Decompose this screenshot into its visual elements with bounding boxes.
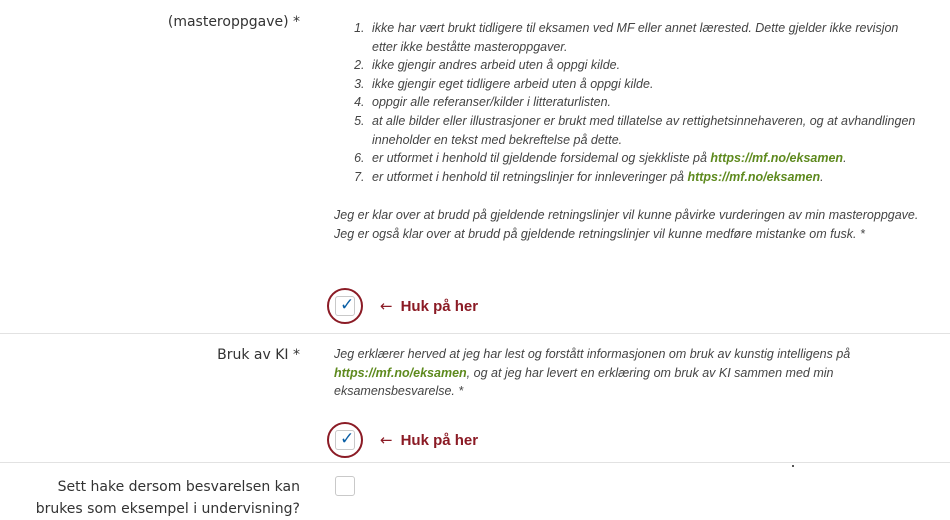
divider	[0, 333, 950, 334]
ai-text: Jeg erklærer herved at jeg har lest og forstått informasjonen om bruk av kunstig intelligens på	[334, 347, 851, 361]
declaration-section	[334, 19, 924, 244]
list-item	[368, 149, 924, 168]
teaching-example-label-line: Sett hake dersom besvarelsen kan	[57, 479, 300, 495]
list-item: 5. at alle bilder eller illustrasjoner er brukt med tillatelse av rettighetsinnehaveren, og at avhandlingen inneholder en tekst med bekreftelse på dette.	[368, 112, 924, 149]
checkmark-icon: ✓	[340, 295, 355, 315]
checkmark-icon: ✓	[340, 429, 355, 449]
ai-declaration-section	[334, 345, 924, 401]
left-arrow-icon: ←	[380, 431, 393, 449]
teaching-example-label	[36, 476, 300, 520]
teaching-example-label-line: brukes som eksempel i undervisning?	[35, 501, 300, 517]
item-text: .	[843, 151, 847, 166]
list-item	[368, 168, 924, 187]
item-text: .	[820, 169, 824, 184]
highlight-ring-icon	[327, 422, 363, 458]
hint-text: Huk på her	[400, 432, 479, 449]
item-text: er utformet i henhold til gjeldende forsidemal og sjekkliste på	[372, 151, 711, 166]
ai-text: , og at jeg har levert en erklæring om bruk av KI sammen med min eksamensbesvarelse. *	[334, 365, 834, 399]
eksamen-link[interactable]: https://mf.no/eksamen	[710, 151, 844, 166]
check-here-hint	[380, 296, 478, 317]
left-arrow-icon: ←	[380, 297, 393, 315]
stray-dot	[792, 465, 794, 467]
eksamen-link[interactable]: https://mf.no/eksamen	[334, 365, 467, 380]
statement-text: Jeg er klar over at brudd på gjeldende retningslinjer vil kunne påvirke vurderingen av min masteroppgave. Jeg er også klar over at brudd på gjeldende retningslinjer vil kunne medføre mistanke om fusk. *	[334, 208, 919, 241]
divider	[0, 462, 950, 463]
requirements-list	[334, 19, 924, 186]
list-item: 1. ikke har vært brukt tidligere til eksamen ved MF eller annet lærested. Dette gjelder ikke revisjon etter ikke beståtte masteroppgaver.	[368, 19, 924, 56]
eksamen-link[interactable]: https://mf.no/eksamen	[687, 169, 821, 184]
hint-text: Huk på her	[400, 298, 479, 315]
list-item: 2. ikke gjengir andres arbeid uten å oppgi kilde.	[368, 56, 924, 75]
list-item: 4. oppgir alle referanser/kilder i litteraturlisten.	[368, 93, 924, 112]
masteroppgave-label-text: (masteroppgave) *	[167, 14, 300, 30]
check-here-hint	[380, 430, 478, 451]
bruk-av-ki-label	[217, 345, 300, 365]
ai-statement-text	[334, 345, 924, 401]
bruk-av-ki-label-text: Bruk av KI *	[217, 347, 300, 363]
list-item: 3. ikke gjengir eget tidligere arbeid uten å oppgi kilde.	[368, 75, 924, 94]
item-text: er utformet i henhold til retningslinjer for innleveringer på	[372, 169, 688, 184]
masteroppgave-label	[168, 12, 300, 32]
highlight-ring-icon	[327, 288, 363, 324]
teaching-example-checkbox[interactable]	[335, 476, 355, 496]
